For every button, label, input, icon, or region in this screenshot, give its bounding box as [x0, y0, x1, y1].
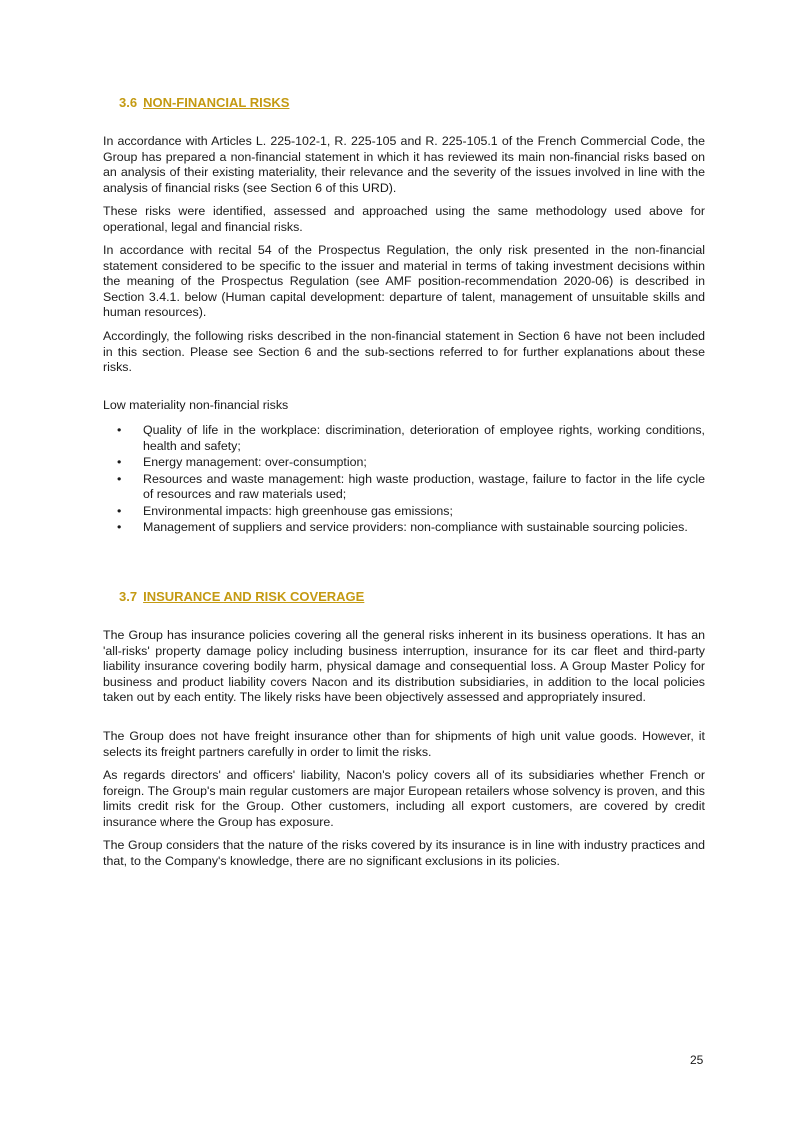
- section-number: 3.6: [119, 95, 138, 110]
- risk-list: [103, 423, 705, 537]
- paragraph: These risks were identified, assessed and approached using the same methodology used above for operational, legal and financial risks.: [103, 204, 705, 234]
- bullet-icon: •: [117, 455, 122, 469]
- paragraph: The Group does not have freight insurance other than for shipments of high unit value goods. However, it selects its freight partners carefully in order to limit the risks.: [103, 729, 705, 759]
- bullet-icon: •: [117, 471, 122, 486]
- section-number: 3.7: [119, 589, 138, 604]
- page-number: 25: [690, 1053, 704, 1067]
- bullet-icon: •: [117, 423, 122, 437]
- bullet-icon: •: [117, 520, 122, 534]
- section-title: INSURANCE AND RISK COVERAGE: [143, 589, 365, 604]
- section-3-6-heading: [119, 95, 289, 110]
- list-item: [103, 455, 705, 471]
- list-item: [103, 423, 705, 454]
- list-item-text: Environmental impacts: high greenhouse gas emissions;: [143, 503, 453, 518]
- section-title: NON-FINANCIAL RISKS: [143, 95, 290, 110]
- paragraph: Accordingly, the following risks described in the non-financial statement in Section 6 have not been included in this section. Please see Section 6 and the sub-sections referred to for further explanations about these risks.: [103, 329, 705, 374]
- list-item-text: Resources and waste management: high waste production, wastage, failure to factor in the life cycle of resources and raw materials used;: [143, 471, 705, 501]
- paragraph: The Group has insurance policies covering all the general risks inherent in its business operations. It has an 'all-risks' property damage policy including business interruption, insurance for its car fleet and third-party liability insurance covering bodily harm, physical damage and consequential loss. A Group Master Policy for business and product liability covers Nacon and its distribution subsidiaries, in addition to the local policies taken out by each entity. The likely risks have been objectively assessed and appropriately insured.: [103, 628, 705, 704]
- paragraph: In accordance with recital 54 of the Prospectus Regulation, the only risk presented in the non-financial statement considered to be specific to the issuer and material in terms of taking investment decisions within the meaning of the Prospectus Regulation (see AMF position-recommendation 2020-06) is described in Section 3.4.1. below (Human capital development: departure of talent, management of unsuitable skills and human resources).: [103, 243, 705, 319]
- section-3-7-heading: [119, 589, 364, 604]
- paragraph: In accordance with Articles L. 225-102-1, R. 225-105 and R. 225-105.1 of the French Commercial Code, the Group has prepared a non-financial statement in which it has reviewed its main non-financial risks based on an analysis of their existing materiality, their relevance and the severity of the issues involved in line with the analysis of financial risks (see Section 6 of this URD).: [103, 134, 705, 195]
- paragraph: The Group considers that the nature of the risks covered by its insurance is in line with industry practices and that, to the Company's knowledge, there are no significant exclusions in its policies.: [103, 838, 705, 868]
- list-heading: Low materiality non-financial risks: [103, 398, 289, 412]
- bullet-icon: •: [117, 503, 122, 518]
- list-item: [103, 472, 705, 503]
- list-item: [103, 520, 705, 536]
- list-item-text: Energy management: over-consumption;: [143, 455, 367, 469]
- list-item-text: Management of suppliers and service providers: non-compliance with sustainable sourcing policies.: [143, 520, 688, 534]
- list-item-text: Quality of life in the workplace: discrimination, deterioration of employee rights, working conditions, health and safety;: [143, 423, 705, 453]
- paragraph: As regards directors' and officers' liability, Nacon's policy covers all of its subsidiaries whether French or foreign. The Group's main regular customers are major European retailers whose solvency is proven, and this limits credit risk for the Group. Other customers, including all export customers, are covered by credit insurance where the Group has exposure.: [103, 768, 705, 829]
- list-item: [103, 504, 705, 520]
